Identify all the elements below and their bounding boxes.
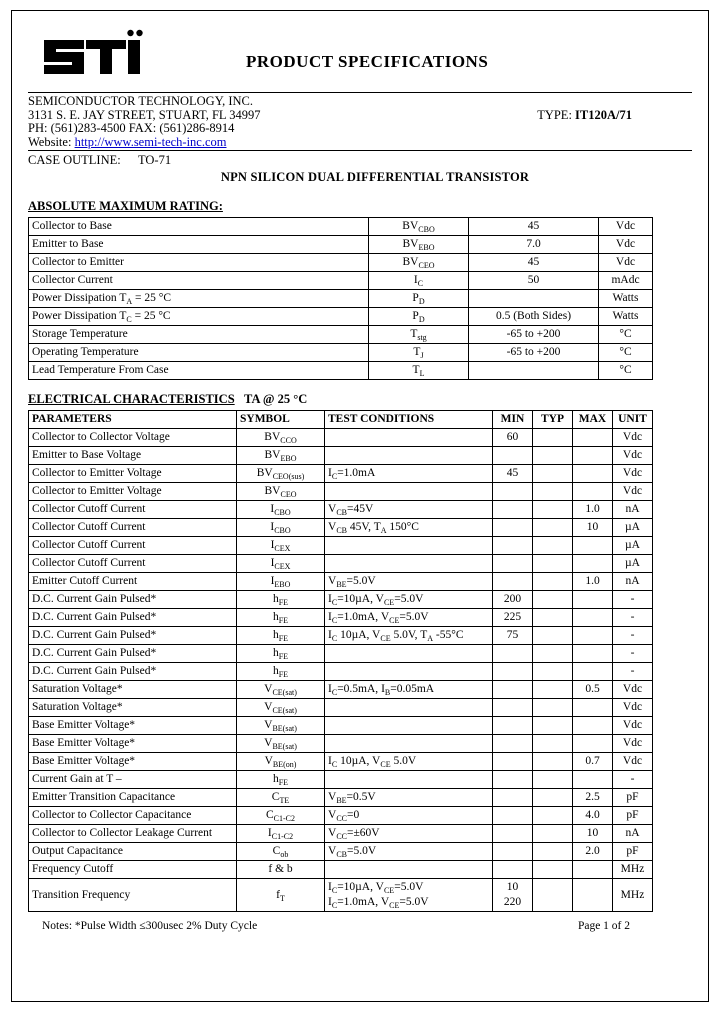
elec-typ	[533, 663, 573, 681]
elec-unit: nA	[613, 825, 653, 843]
table-row	[29, 807, 653, 825]
abs-unit: Vdc	[599, 218, 653, 236]
elec-condition: $V_{CC}=\pm 60V$	[325, 825, 493, 843]
elec-max	[573, 699, 613, 717]
table-row	[29, 627, 653, 645]
elec-symbol: $h_{FE}$	[237, 609, 325, 627]
elec-min: 200	[493, 591, 533, 609]
elec-symbol: $I_{C1-C2}$	[237, 825, 325, 843]
elec-unit: Vdc	[613, 681, 653, 699]
abs-symbol: $T_{stg}$	[369, 326, 469, 344]
elec-max	[573, 861, 613, 879]
elec-max	[573, 771, 613, 789]
elec-unit: pF	[613, 789, 653, 807]
elec-typ	[533, 861, 573, 879]
elec-min	[493, 825, 533, 843]
abs-value: -65 to +200	[469, 344, 599, 362]
elec-condition	[325, 429, 493, 447]
table-row	[29, 501, 653, 519]
elec-table-header	[29, 411, 653, 429]
abs-unit: Vdc	[599, 254, 653, 272]
elec-condition	[325, 645, 493, 663]
elec-max	[573, 627, 613, 645]
elec-typ	[533, 627, 573, 645]
elec-param: Saturation Voltage*	[29, 699, 237, 717]
table-row	[29, 429, 653, 447]
table-row	[29, 825, 653, 843]
footer-page-number: Page 1 of 2	[577, 920, 630, 933]
elec-min	[493, 699, 533, 717]
case-outline-row	[28, 151, 692, 168]
abs-param: Power Dissipation $T_A = 25$ °C	[29, 290, 369, 308]
elec-param: Collector to Collector Leakage Current	[29, 825, 237, 843]
abs-symbol: $BV_{EBO}$	[369, 236, 469, 254]
abs-unit: °C	[599, 344, 653, 362]
abs-unit: mAdc	[599, 272, 653, 290]
case-outline-value: TO-71	[138, 153, 172, 168]
elec-symbol: $V_{BE(sat)}$	[237, 717, 325, 735]
elec-unit: -	[613, 609, 653, 627]
elec-max	[573, 591, 613, 609]
elec-condition: $V_{CB}=45V$	[325, 501, 493, 519]
elec-max	[573, 465, 613, 483]
document-footer	[28, 920, 692, 936]
table-row	[29, 861, 653, 879]
abs-value: 45	[469, 254, 599, 272]
elec-unit: Vdc	[613, 717, 653, 735]
company-address-block	[28, 93, 692, 149]
abs-param: Emitter to Base	[29, 236, 369, 254]
abs-unit: Watts	[599, 308, 653, 326]
elec-typ	[533, 609, 573, 627]
elec-typ	[533, 573, 573, 591]
elec-max	[573, 735, 613, 753]
elec-max	[573, 555, 613, 573]
elec-param: Base Emitter Voltage*	[29, 717, 237, 735]
abs-param: Collector to Base	[29, 218, 369, 236]
elec-typ	[533, 555, 573, 573]
table-row	[29, 771, 653, 789]
elec-param: Base Emitter Voltage*	[29, 753, 237, 771]
company-website-row	[28, 136, 692, 150]
elec-title-cond: TA @ 25 °C	[244, 392, 308, 407]
elec-max	[573, 483, 613, 501]
elec-unit: µA	[613, 537, 653, 555]
elec-symbol: $V_{BE(on)}$	[237, 753, 325, 771]
elec-unit: Vdc	[613, 699, 653, 717]
elec-symbol: $I_{CBO}$	[237, 519, 325, 537]
elec-max: 0.5	[573, 681, 613, 699]
abs-unit: Watts	[599, 290, 653, 308]
elec-symbol: $C_{ob}$	[237, 843, 325, 861]
elec-unit: µA	[613, 519, 653, 537]
abs-param: Collector to Emitter	[29, 254, 369, 272]
abs-unit: Vdc	[599, 236, 653, 254]
elec-typ	[533, 501, 573, 519]
footer-notes: Notes: *Pulse Width ≤300usec 2% Duty Cycle	[42, 920, 258, 933]
elec-min	[493, 735, 533, 753]
elec-param: D.C. Current Gain Pulsed*	[29, 591, 237, 609]
elec-min: 10 220	[493, 879, 533, 912]
elec-col-header: SYMBOL	[237, 411, 325, 429]
page-content	[28, 22, 692, 982]
elec-typ	[533, 429, 573, 447]
elec-symbol: $h_{FE}$	[237, 663, 325, 681]
abs-symbol: $I_C$	[369, 272, 469, 290]
table-row	[29, 843, 653, 861]
elec-max: 4.0	[573, 807, 613, 825]
elec-param: D.C. Current Gain Pulsed*	[29, 627, 237, 645]
elec-symbol: $V_{BE(sat)}$	[237, 735, 325, 753]
elec-unit: nA	[613, 573, 653, 591]
elec-title	[28, 392, 692, 407]
elec-col-header: PARAMETERS	[29, 411, 237, 429]
elec-min	[493, 537, 533, 555]
elec-max	[573, 429, 613, 447]
abs-unit: °C	[599, 326, 653, 344]
elec-symbol: $BV_{CEO(sus)}$	[237, 465, 325, 483]
elec-condition	[325, 771, 493, 789]
elec-unit: -	[613, 771, 653, 789]
elec-min	[493, 771, 533, 789]
table-row	[29, 483, 653, 501]
elec-min	[493, 645, 533, 663]
elec-max: 0.7	[573, 753, 613, 771]
elec-param: Collector Cutoff Current	[29, 537, 237, 555]
elec-condition: $V_{CC}=0$	[325, 807, 493, 825]
abs-value	[469, 290, 599, 308]
elec-param: D.C. Current Gain Pulsed*	[29, 645, 237, 663]
elec-condition	[325, 735, 493, 753]
elec-param: Saturation Voltage*	[29, 681, 237, 699]
elec-symbol: $V_{CE(sat)}$	[237, 681, 325, 699]
elec-min	[493, 501, 533, 519]
elec-condition: $V_{CB}$ 45V, $T_A$ 150°C	[325, 519, 493, 537]
elec-typ	[533, 645, 573, 663]
elec-symbol: $I_{CBO}$	[237, 501, 325, 519]
elec-symbol: $I_{CEX}$	[237, 555, 325, 573]
table-row	[29, 591, 653, 609]
elec-min	[493, 753, 533, 771]
elec-param: D.C. Current Gain Pulsed*	[29, 663, 237, 681]
elec-max	[573, 717, 613, 735]
elec-symbol: $h_{FE}$	[237, 591, 325, 609]
elec-typ	[533, 771, 573, 789]
elec-symbol: $BV_{EBO}$	[237, 447, 325, 465]
table-row	[29, 308, 653, 326]
elec-unit: Vdc	[613, 483, 653, 501]
elec-condition: $I_C=1.0mA$, $V_{CE}=5.0V$	[325, 609, 493, 627]
elec-unit: µA	[613, 555, 653, 573]
elec-unit: pF	[613, 843, 653, 861]
elec-symbol: $h_{FE}$	[237, 771, 325, 789]
elec-max: 10	[573, 825, 613, 843]
elec-symbol: $h_{FE}$	[237, 627, 325, 645]
elec-max	[573, 645, 613, 663]
table-row	[29, 236, 653, 254]
elec-symbol: $V_{CE(sat)}$	[237, 699, 325, 717]
elec-typ	[533, 519, 573, 537]
elec-typ	[533, 825, 573, 843]
table-row	[29, 254, 653, 272]
elec-title-main: ELECTRICAL CHARACTERISTICS	[28, 392, 235, 407]
abs-value: 7.0	[469, 236, 599, 254]
abs-symbol: $BV_{CBO}$	[369, 218, 469, 236]
elec-min	[493, 789, 533, 807]
company-name: SEMICONDUCTOR TECHNOLOGY, INC.	[28, 94, 254, 108]
abs-param: Collector Current	[29, 272, 369, 290]
elec-min: 225	[493, 609, 533, 627]
elec-condition	[325, 861, 493, 879]
elec-min	[493, 717, 533, 735]
device-type-value: IT120A/71	[575, 108, 632, 122]
elec-condition	[325, 555, 493, 573]
elec-condition: $I_C=10\mu A$, $V_{CE}=5.0V$	[325, 591, 493, 609]
table-row	[29, 789, 653, 807]
elec-max: 10	[573, 519, 613, 537]
elec-param: Base Emitter Voltage*	[29, 735, 237, 753]
elec-unit: Vdc	[613, 465, 653, 483]
abs-value	[469, 362, 599, 380]
elec-param: Current Gain at T –	[29, 771, 237, 789]
elec-condition	[325, 699, 493, 717]
elec-condition	[325, 717, 493, 735]
table-row	[29, 519, 653, 537]
elec-condition	[325, 447, 493, 465]
sti-logo	[40, 26, 148, 80]
elec-unit: Vdc	[613, 735, 653, 753]
elec-max: 2.0	[573, 843, 613, 861]
elec-unit: pF	[613, 807, 653, 825]
elec-condition: $V_{BE}=5.0V$	[325, 573, 493, 591]
elec-param: Collector to Emitter Voltage	[29, 483, 237, 501]
elec-max	[573, 537, 613, 555]
abs-symbol: $BV_{CEO}$	[369, 254, 469, 272]
elec-typ	[533, 717, 573, 735]
elec-min	[493, 573, 533, 591]
elec-unit: Vdc	[613, 447, 653, 465]
elec-max	[573, 609, 613, 627]
elec-max: 1.0	[573, 501, 613, 519]
elec-symbol: $h_{FE}$	[237, 645, 325, 663]
elec-typ	[533, 591, 573, 609]
elec-condition	[325, 663, 493, 681]
elec-max	[573, 663, 613, 681]
table-row	[29, 465, 653, 483]
elec-min	[493, 681, 533, 699]
elec-unit: nA	[613, 501, 653, 519]
elec-col-header: TYP	[533, 411, 573, 429]
elec-param: Collector Cutoff Current	[29, 519, 237, 537]
elec-max	[573, 879, 613, 912]
elec-param: Collector to Emitter Voltage	[29, 465, 237, 483]
elec-param: Output Capacitance	[29, 843, 237, 861]
table-row	[29, 362, 653, 380]
elec-typ	[533, 699, 573, 717]
elec-typ	[533, 789, 573, 807]
elec-min: 75	[493, 627, 533, 645]
device-type-label: TYPE:	[537, 108, 572, 122]
company-street: 3131 S. E. JAY STREET, STUART, FL 34997	[28, 107, 261, 122]
device-type	[537, 109, 632, 123]
table-row	[29, 447, 653, 465]
elec-param: D.C. Current Gain Pulsed*	[29, 609, 237, 627]
elec-min	[493, 843, 533, 861]
elec-typ	[533, 483, 573, 501]
table-row	[29, 555, 653, 573]
table-row	[29, 663, 653, 681]
table-row	[29, 272, 653, 290]
elec-condition: $I_C$ 10µA, $V_{CE}$ 5.0V	[325, 753, 493, 771]
elec-condition: $I_C$ 10µA, $V_{CE}$ 5.0V, $T_A$ -55°C	[325, 627, 493, 645]
abs-symbol: $T_L$	[369, 362, 469, 380]
document-header	[28, 22, 692, 90]
table-row	[29, 344, 653, 362]
table-row	[29, 699, 653, 717]
elec-param: Transition Frequency	[29, 879, 237, 912]
elec-min	[493, 555, 533, 573]
abs-value: 0.5 (Both Sides)	[469, 308, 599, 326]
elec-typ	[533, 537, 573, 555]
elec-condition: $V_{BE}=0.5V$	[325, 789, 493, 807]
elec-symbol: $I_{EBO}$	[237, 573, 325, 591]
website-label: Website:	[28, 134, 72, 149]
elec-typ	[533, 465, 573, 483]
table-row	[29, 717, 653, 735]
elec-param: Emitter Cutoff Current	[29, 573, 237, 591]
abs-value: 50	[469, 272, 599, 290]
elec-symbol: $f_T$	[237, 879, 325, 912]
elec-param: Collector to Collector Capacitance	[29, 807, 237, 825]
table-row	[29, 753, 653, 771]
elec-condition	[325, 483, 493, 501]
elec-symbol: $C_{TE}$	[237, 789, 325, 807]
company-phone: PH: (561)283-4500 FAX: (561)286-8914	[28, 121, 235, 136]
table-row	[29, 879, 653, 912]
table-row	[29, 735, 653, 753]
elec-min	[493, 483, 533, 501]
elec-param: Emitter Transition Capacitance	[29, 789, 237, 807]
document-subtitle: NPN SILICON DUAL DIFFERENTIAL TRANSISTOR	[220, 170, 530, 185]
elec-unit: MHz	[613, 861, 653, 879]
elec-min: 45	[493, 465, 533, 483]
abs-unit: °C	[599, 362, 653, 380]
abs-param: Lead Temperature From Case	[29, 362, 369, 380]
abs-max-table	[28, 217, 653, 380]
elec-symbol: f & b	[237, 861, 325, 879]
abs-param: Operating Temperature	[29, 344, 369, 362]
abs-symbol: $P_D$	[369, 308, 469, 326]
elec-unit: -	[613, 627, 653, 645]
elec-typ	[533, 735, 573, 753]
elec-min: 60	[493, 429, 533, 447]
elec-max: 2.5	[573, 789, 613, 807]
abs-value: 45	[469, 218, 599, 236]
elec-unit: MHz	[613, 879, 653, 912]
table-row	[29, 326, 653, 344]
elec-symbol: $I_{CEX}$	[237, 537, 325, 555]
elec-min	[493, 807, 533, 825]
abs-param: Storage Temperature	[29, 326, 369, 344]
elec-table	[28, 410, 653, 912]
elec-unit: -	[613, 663, 653, 681]
elec-param: Collector to Collector Voltage	[29, 429, 237, 447]
elec-typ	[533, 447, 573, 465]
elec-symbol: $C_{C1-C2}$	[237, 807, 325, 825]
table-row	[29, 573, 653, 591]
elec-param: Collector Cutoff Current	[29, 555, 237, 573]
table-row	[29, 290, 653, 308]
elec-symbol: $BV_{CCO}$	[237, 429, 325, 447]
elec-min	[493, 519, 533, 537]
abs-symbol: $P_D$	[369, 290, 469, 308]
page-title: PRODUCT SPECIFICATIONS	[246, 52, 489, 71]
elec-param: Emitter to Base Voltage	[29, 447, 237, 465]
elec-col-header: TEST CONDITIONS	[325, 411, 493, 429]
elec-min	[493, 861, 533, 879]
elec-condition: $I_C=0.5mA$, $I_B=0.05mA$	[325, 681, 493, 699]
elec-typ	[533, 843, 573, 861]
elec-max	[573, 447, 613, 465]
elec-col-header: MIN	[493, 411, 533, 429]
website-link[interactable]: http://www.semi-tech-inc.com	[74, 134, 227, 149]
elec-symbol: $BV_{CEO}$	[237, 483, 325, 501]
elec-param: Collector Cutoff Current	[29, 501, 237, 519]
table-row	[29, 609, 653, 627]
elec-param: Frequency Cutoff	[29, 861, 237, 879]
table-row	[29, 537, 653, 555]
elec-max: 1.0	[573, 573, 613, 591]
elec-min	[493, 447, 533, 465]
elec-typ	[533, 681, 573, 699]
abs-value: -65 to +200	[469, 326, 599, 344]
elec-col-header: UNIT	[613, 411, 653, 429]
elec-unit: Vdc	[613, 429, 653, 447]
table-row	[29, 681, 653, 699]
elec-condition: $V_{CB}=5.0V$	[325, 843, 493, 861]
elec-condition	[325, 537, 493, 555]
elec-typ	[533, 807, 573, 825]
elec-col-header: MAX	[573, 411, 613, 429]
elec-min	[493, 663, 533, 681]
elec-typ	[533, 753, 573, 771]
elec-condition: $I_C=10\mu A$, $V_{CE}=5.0V$ $I_C=1.0mA$, $V_{CE}=5.0V$	[325, 879, 493, 912]
abs-symbol: $T_J$	[369, 344, 469, 362]
elec-condition: $I_C=1.0mA$	[325, 465, 493, 483]
elec-unit: -	[613, 591, 653, 609]
table-row	[29, 218, 653, 236]
table-row	[29, 645, 653, 663]
abs-param: Power Dissipation $T_C = 25$ °C	[29, 308, 369, 326]
elec-unit: Vdc	[613, 753, 653, 771]
elec-typ	[533, 879, 573, 912]
case-outline-label: CASE OUTLINE:	[28, 153, 121, 168]
elec-unit: -	[613, 645, 653, 663]
abs-max-title: ABSOLUTE MAXIMUM RATING:	[28, 199, 223, 214]
